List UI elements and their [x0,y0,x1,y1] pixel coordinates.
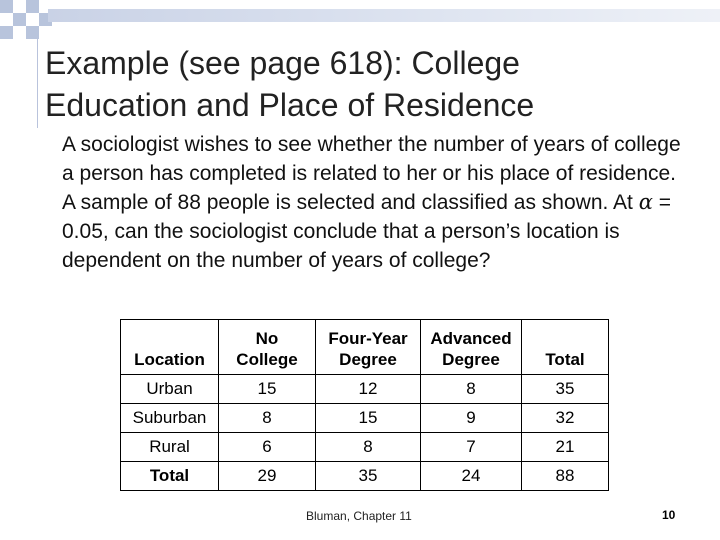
header-total: Total [522,320,609,375]
header-decorative-bar [48,9,720,22]
table-cell: 8 [219,404,316,433]
contingency-table [120,319,609,491]
header-location: Location [121,320,219,375]
table-cell: 32 [522,404,609,433]
table-total-row [121,462,609,491]
slide-title [45,42,705,126]
table-cell: 8 [316,433,421,462]
problem-text-part2: = 0.05, can the sociologist conclude that a person’s location is dependent on the number of years of college? [62,191,671,272]
alpha-symbol: α [638,190,653,214]
table-cell: 24 [421,462,522,491]
table-cell: 21 [522,433,609,462]
table-cell: 7 [421,433,522,462]
problem-text-part1: A sociologist wishes to see whether the number of years of college a person has completed is related to her or his place of residence. A sample of 88 people is selected and classified as shown. At [62,133,681,214]
slide-title-line1: Example (see page 618): College [45,45,520,81]
row-label: Rural [121,433,219,462]
table-cell: 8 [421,375,522,404]
table-cell: 12 [316,375,421,404]
table-row [121,404,609,433]
table-cell: 9 [421,404,522,433]
problem-statement [62,130,692,275]
table-row [121,433,609,462]
table-cell: 88 [522,462,609,491]
header-four-year-degree: Four-Year Degree [316,320,421,375]
table-cell: 15 [316,404,421,433]
table-cell: 29 [219,462,316,491]
slide-footer: Bluman, Chapter 11 [306,509,412,523]
table-row [121,375,609,404]
table-cell: 35 [522,375,609,404]
row-label: Total [121,462,219,491]
table-cell: 15 [219,375,316,404]
slide-title-line2: Education and Place of Residence [45,87,535,123]
page-number: 10 [662,508,676,522]
table-header-row [121,320,609,375]
header-advanced-degree: Advanced Degree [421,320,522,375]
table-cell: 35 [316,462,421,491]
table-cell: 6 [219,433,316,462]
title-rule [37,38,38,128]
header-no-college: No College [219,320,316,375]
row-label: Urban [121,375,219,404]
row-label: Suburban [121,404,219,433]
